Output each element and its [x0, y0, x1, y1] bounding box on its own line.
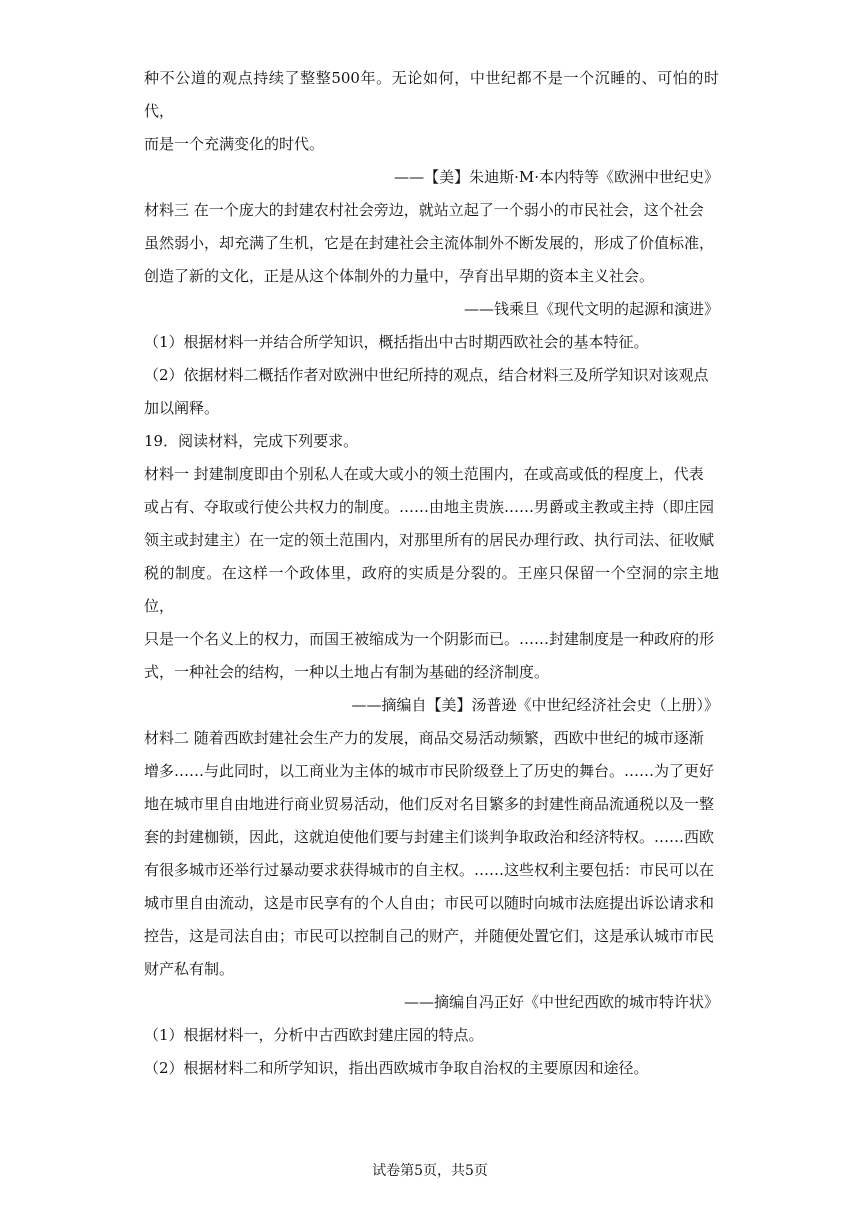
text-line: 增多……与此同时，以工商业为主体的城市市民阶级登上了历史的舞台。……为了更好 — [144, 762, 715, 780]
page-content — [144, 62, 719, 1085]
text-line: 财产私有制。 — [144, 960, 235, 978]
text-line: 虽然弱小，却充满了生机，它是在封建社会主流体制外不断发展的，形成了价值标准， — [144, 234, 715, 252]
text-line: 套的封建枷锁，因此，这就迫使他们要与封建主们谈判争取政治和经济特权。……西欧 — [144, 828, 715, 846]
text-line: 而是一个充满变化的时代。 — [144, 135, 325, 153]
text-line: 城市里自由流动，这是市民享有的个人自由；市民可以随时向城市法庭提出诉讼请求和 — [144, 894, 715, 912]
question-title: 19．阅读材料，完成下列要求。 — [144, 432, 359, 450]
text-line: 材料三 在一个庞大的封建农村社会旁边，就站立起了一个弱小的市民社会，这个社会 — [144, 201, 704, 219]
text-line: 只是一个名义上的权力，而国王被缩成为一个阴影而已。……封建制度是一种政府的形 — [144, 630, 715, 648]
text-line: 加以阐释。 — [144, 399, 220, 417]
text-line: 税的制度。在这样一个政体里，政府的实质是分裂的。王座只保留一个空洞的宗主地位， — [144, 564, 719, 615]
question-item: （2）依据材料二概括作者对欧洲中世纪所持的观点，结合材料三及所学知识对该观点 — [144, 366, 709, 384]
source-citation: ——钱乘旦《现代文明的起源和演进》 — [463, 300, 719, 318]
question-item: （2）根据材料二和所学知识，指出西欧城市争取自治权的主要原因和途径。 — [144, 1059, 649, 1077]
page-footer: 试卷第5页，共5页 — [372, 1163, 488, 1179]
text-line: 创造了新的文化，正是从这个体制外的力量中，孕育出早期的资本主义社会。 — [144, 267, 655, 285]
source-citation: ——摘编自冯正好《中世纪西欧的城市特许状》 — [403, 993, 719, 1011]
text-line: 材料二 随着西欧封建社会生产力的发展，商品交易活动频繁，西欧中世纪的城市逐渐 — [144, 729, 704, 747]
question-item: （1）根据材料一并结合所学知识，概括指出中古时期西欧社会的基本特征。 — [144, 333, 649, 351]
source-citation: ——摘编自【美】汤普逊《中世纪经济社会史（上册）》 — [351, 696, 719, 714]
text-line: 地在城市里自由地进行商业贸易活动，他们反对名目繁多的封建性商品流通税以及一整 — [144, 795, 715, 813]
text-line: 式，一种社会的结构，一种以土地占有制为基础的经济制度。 — [144, 663, 550, 681]
text-line: 种不公道的观点持续了整整500年。无论如何，中世纪都不是一个沉睡的、可怕的时代， — [144, 69, 719, 120]
text-line: 控告，这是司法自由；市民可以控制自己的财产，并随便处置它们，这是承认城市市民 — [144, 927, 715, 945]
text-line: 领主或封建主）在一定的领土范围内，对那里所有的居民办理行政、执行司法、征收赋 — [144, 531, 715, 549]
text-line: 或占有、夺取或行使公共权力的制度。……由地主贵族……男爵或主教或主持（即庄园 — [144, 498, 715, 516]
source-citation: ——【美】朱迪斯·M·本内特等《欧洲中世纪史》 — [394, 168, 719, 186]
question-item: （1）根据材料一，分析中古西欧封建庄园的特点。 — [144, 1026, 484, 1044]
text-line: 材料一 封建制度即由个别私人在或大或小的领土范围内，在或高或低的程度上，代表 — [144, 465, 704, 483]
text-line: 有很多城市还举行过暴动要求获得城市的自主权。……这些权利主要包括：市民可以在 — [144, 861, 715, 879]
